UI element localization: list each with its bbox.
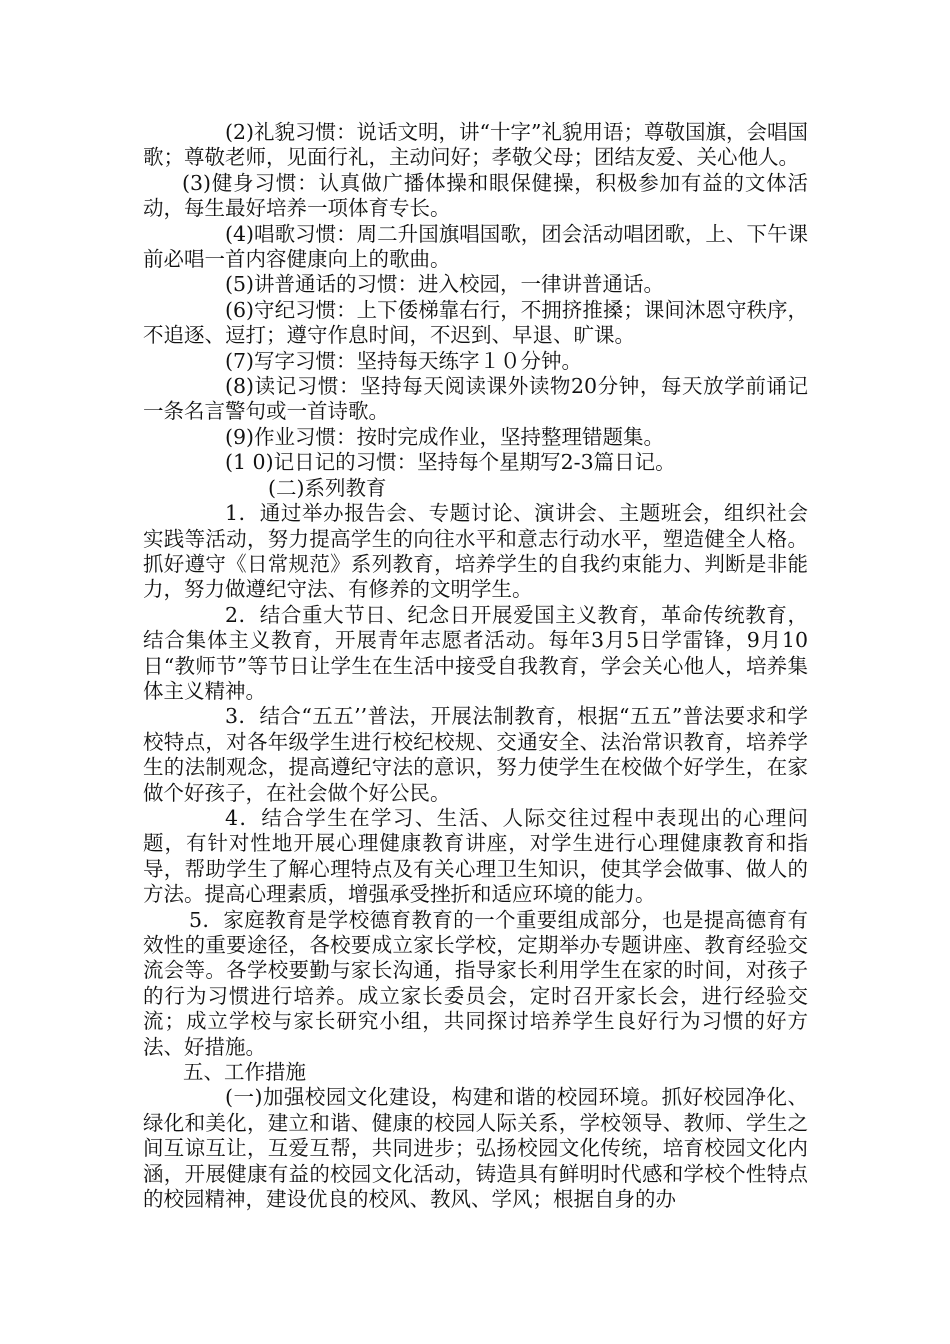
paragraph-habit-7: (7)写字习惯：坚持每天练字１０分钟。 bbox=[225, 348, 583, 373]
paragraph-habit-5: (5)讲普通话的习惯：进入校园，一律讲普通话。 bbox=[225, 272, 665, 297]
paragraph-habit-9: (9)作业习惯：按时完成作业，坚持整理错题集。 bbox=[225, 424, 665, 449]
paragraph-habit-6: (6)守纪习惯：上下倭梯靠右行，不拥挤推搡；课间沐恩守秩序，不追逐、逗打；遵守作息时间，不迟到、早退、旷课。 bbox=[143, 297, 808, 348]
paragraph-habit-10: (1 0)记日记的习惯：坚持每个星期写2-3篇日记。 bbox=[225, 450, 676, 475]
paragraph-series-5: 5．家庭教育是学校德育教育的一个重要组成部分，也是提高德育有效性的重要途径，各校要成立家长学校，定期举办专题讲座、教育经验交流会等。各学校要勤与家长沟通，指导家长利用学生在家的时间，对孩子的行为习惯进行培养。成立家长委员会，定时召开家长会，进行经验交流；成立学校与家长研究小组，共同探讨培养学生良好行为习惯的好方法、好措施。 bbox=[143, 907, 808, 1059]
section-heading-work-measures: 五、工作措施 bbox=[183, 1060, 306, 1085]
paragraph-habit-8: (8)读记习惯：坚持每天阅读课外读物20分钟，每天放学前诵记一条名言警句或一首诗歌。 bbox=[143, 374, 808, 424]
paragraph-habit-4: (4)唱歌习惯：周二升国旗唱国歌，团会活动唱团歌，上、下午课前必唱一首内容健康向上的歌曲。 bbox=[143, 221, 808, 272]
paragraph-series-4: 4．结合学生在学习、生活、人际交往过程中表现出的心理问题，有针对性地开展心理健康教育讲座，对学生进行心理健康教育和指导，帮助学生了解心理特点及有关心理卫生知识，使其学会做事、做人的方法。提高心理素质，增强承受挫折和适应环境的能力。 bbox=[143, 805, 808, 907]
document-body bbox=[143, 120, 808, 1212]
paragraph-measure-1: (一)加强校园文化建设，构建和谐的校园环境。抓好校园净化、绿化和美化，建立和谐、健康的校园人际关系，学校领导、教师、学生之间互谅互让，互爱互帮，共同进步；弘扬校园文化传统，培育校园文化内涵，开展健康有益的校园文化活动，铸造具有鲜明时代感和学校个性特点的校园精神，建设优良的校风、教风、学风；根据自身的办 bbox=[143, 1085, 808, 1212]
paragraph-series-1: 1．通过举办报告会、专题讨论、演讲会、主题班会，组织社会实践等活动，努力提高学生的向往水平和意志行动水平，塑造健全人格。抓好遵守《日常规范》系列教育，培养学生的自我约束能力、判断是非能力，努力做遵纪守法、有修养的文明学生。 bbox=[143, 501, 808, 602]
paragraph-habit-3: (3)健身习惯：认真做广播体操和眼保健操，积极参加有益的文体活动，每生最好培养一项体育专长。 bbox=[143, 170, 808, 221]
paragraph-habit-2: (2)礼貌习惯：说话文明，讲“十字”礼貌用语；尊敬国旗，会唱国歌；尊敬老师，见面行礼，主动问好；孝敬父母；团结友爱、关心他人。 bbox=[143, 120, 808, 170]
paragraph-series-2: 2．结合重大节日、纪念日开展爱国主义教育，革命传统教育，结合集体主义教育，开展青年志愿者活动。每年3月5日学雷锋，9月10日“教师节”等节日让学生在生活中接受自我教育，学会关心他人，培养集体主义精神。 bbox=[143, 602, 808, 703]
paragraph-series-3: 3．结合“五五’’普法，开展法制教育，根据“五五”普法要求和学校特点，对各年级学生进行校纪校规、交通安全、法治常识教育，培养学生的法制观念，提高遵纪守法的意识，努力使学生在校做个好学生，在家做个好孩子，在社会做个好公民。 bbox=[143, 704, 808, 805]
section-heading-series-education: (二)系列教育 bbox=[268, 475, 387, 500]
